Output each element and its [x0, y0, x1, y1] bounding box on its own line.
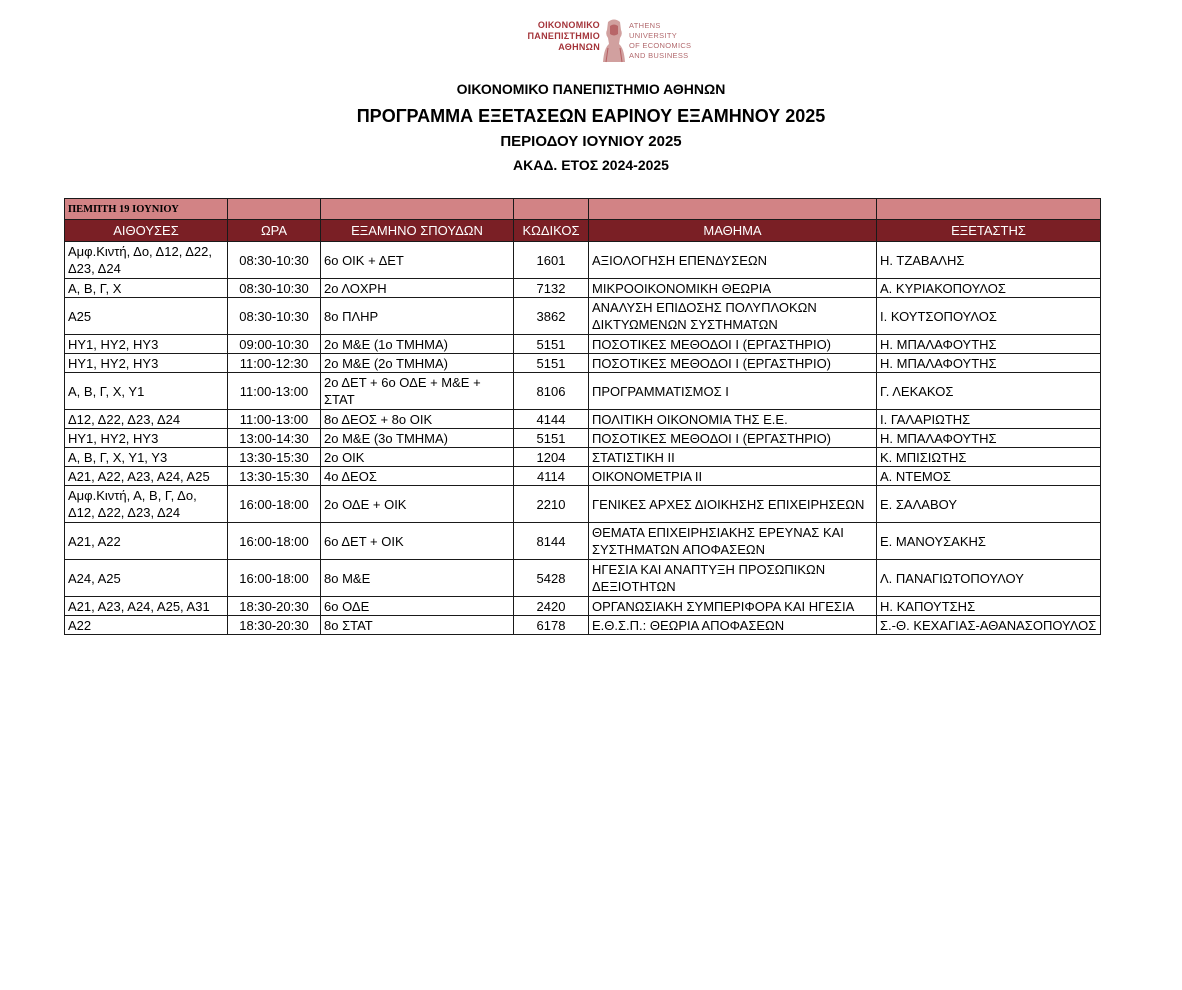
time-cell: 11:00-13:00 — [228, 373, 321, 410]
course-cell: ΑΝΑΛΥΣΗ ΕΠΙΔΟΣΗΣ ΠΟΛΥΠΛΟΚΩΝ ΔΙΚΤΥΩΜΕΝΩΝ ΣΥΣΤΗΜΑΤΩΝ — [589, 298, 877, 335]
day-row — [65, 199, 1101, 220]
rooms-cell: Αμφ.Κιντή, Δο, Δ12, Δ22, Δ23, Δ24 — [65, 242, 228, 279]
semester-cell: 2ο ΟΔΕ + ΟΙΚ — [321, 486, 514, 523]
logo-greek-line-1: ΟΙΚΟΝΟΜΙΚΟ — [537, 20, 600, 30]
rooms-cell: Α24, Α25 — [65, 560, 228, 597]
time-cell: 13:30-15:30 — [228, 448, 321, 467]
examiner-cell: Η. ΜΠΑΛΑΦΟΥΤΗΣ — [877, 429, 1101, 448]
document-title: ΠΡΟΓΡΑΜΜΑ ΕΞΕΤΑΣΕΩΝ ΕΑΡΙΝΟΥ ΕΞΑΜΗΝΟΥ 2025 — [356, 106, 826, 126]
exam-schedule-table — [64, 198, 1101, 635]
table-row — [65, 242, 1101, 279]
time-cell: 18:30-20:30 — [228, 597, 321, 616]
semester-cell: 2ο ΟΙΚ — [321, 448, 514, 467]
code-cell: 1204 — [514, 448, 589, 467]
semester-cell: 2ο Μ&Ε (1ο ΤΜΗΜΑ) — [321, 335, 514, 354]
time-cell: 18:30-20:30 — [228, 616, 321, 635]
column-header-course: ΜΑΘΗΜΑ — [589, 220, 877, 242]
day-label: ΠΕΜΠΤΗ 19 ΙΟΥΝΙΟΥ — [65, 199, 228, 220]
time-cell: 08:30-10:30 — [228, 279, 321, 298]
rooms-cell: ΗΥ1, ΗΥ2, ΗΥ3 — [65, 429, 228, 448]
course-cell: ΟΡΓΑΝΩΣΙΑΚΗ ΣΥΜΠΕΡΙΦΟΡΑ ΚΑΙ ΗΓΕΣΙΑ — [589, 597, 877, 616]
university-name: ΟΙΚΟΝΟΜΙΚΟ ΠΑΝΕΠΙΣΤΗΜΙΟ ΑΘΗΝΩΝ — [456, 81, 726, 97]
examiner-cell: Κ. ΜΠΙΣΙΩΤΗΣ — [877, 448, 1101, 467]
time-cell: 13:00-14:30 — [228, 429, 321, 448]
code-cell: 5151 — [514, 354, 589, 373]
course-cell: ΓΕΝΙΚΕΣ ΑΡΧΕΣ ΔΙΟΙΚΗΣΗΣ ΕΠΙΧΕΙΡΗΣΕΩΝ — [589, 486, 877, 523]
rooms-cell: Α, Β, Γ, Χ — [65, 279, 228, 298]
course-cell: ΠΟΣΟΤΙΚΕΣ ΜΕΘΟΔΟΙ Ι (ΕΡΓΑΣΤΗΡΙΟ) — [589, 354, 877, 373]
time-cell: 08:30-10:30 — [228, 298, 321, 335]
day-row-cell — [228, 199, 321, 220]
code-cell: 6178 — [514, 616, 589, 635]
rooms-cell: Α21, Α22 — [65, 523, 228, 560]
rooms-cell: Δ12, Δ22, Δ23, Δ24 — [65, 410, 228, 429]
day-row-cell — [514, 199, 589, 220]
table-row — [65, 373, 1101, 410]
code-cell: 5151 — [514, 429, 589, 448]
code-cell: 3862 — [514, 298, 589, 335]
table-row — [65, 298, 1101, 335]
code-cell: 8144 — [514, 523, 589, 560]
table-row — [65, 560, 1101, 597]
table-row — [65, 467, 1101, 486]
header-row — [65, 220, 1101, 242]
examiner-cell: Η. ΤΖΑΒΑΛΗΣ — [877, 242, 1101, 279]
rooms-cell: Α25 — [65, 298, 228, 335]
examiner-cell: Ε. ΣΑΛΑΒΟΥ — [877, 486, 1101, 523]
time-cell: 11:00-13:00 — [228, 410, 321, 429]
rooms-cell: Αμφ.Κιντή, Α, Β, Γ, Δο, Δ12, Δ22, Δ23, Δ24 — [65, 486, 228, 523]
table-row — [65, 523, 1101, 560]
academic-year: ΑΚΑΔ. ΕΤΟΣ 2024-2025 — [513, 157, 669, 173]
code-cell: 1601 — [514, 242, 589, 279]
code-cell: 5428 — [514, 560, 589, 597]
logo-english-line-2: OF ECONOMICS — [629, 41, 692, 50]
university-logo — [488, 16, 704, 68]
course-cell: ΑΞΙΟΛΟΓΗΣΗ ΕΠΕΝΔΥΣΕΩΝ — [589, 242, 877, 279]
semester-cell: 6ο ΟΙΚ + ΔΕΤ — [321, 242, 514, 279]
examiner-cell: Η. ΜΠΑΛΑΦΟΥΤΗΣ — [877, 335, 1101, 354]
semester-cell: 2ο Μ&Ε (2ο ΤΜΗΜΑ) — [321, 354, 514, 373]
code-cell: 2210 — [514, 486, 589, 523]
semester-cell: 8ο ΣΤΑΤ — [321, 616, 514, 635]
course-cell: ΠΟΛΙΤΙΚΗ ΟΙΚΟΝΟΜΙΑ ΤΗΣ Ε.Ε. — [589, 410, 877, 429]
code-cell: 4114 — [514, 467, 589, 486]
table-row — [65, 597, 1101, 616]
code-cell: 4144 — [514, 410, 589, 429]
day-row-cell — [877, 199, 1101, 220]
examiner-cell: Α. ΚΥΡΙΑΚΟΠΟΥΛΟΣ — [877, 279, 1101, 298]
examiner-cell: Η. ΚΑΠΟΥΤΣΗΣ — [877, 597, 1101, 616]
logo-english-text — [629, 21, 709, 61]
table-row — [65, 354, 1101, 373]
code-cell: 2420 — [514, 597, 589, 616]
time-cell: 11:00-12:30 — [228, 354, 321, 373]
semester-cell: 2ο ΛΟΧΡΗ — [321, 279, 514, 298]
logo-greek-line-2: ΠΑΝΕΠΙΣΤΗΜΙΟ — [527, 31, 600, 41]
course-cell: ΠΟΣΟΤΙΚΕΣ ΜΕΘΟΔΟΙ Ι (ΕΡΓΑΣΤΗΡΙΟ) — [589, 429, 877, 448]
course-cell: ΗΓΕΣΙΑ ΚΑΙ ΑΝΑΠΤΥΞΗ ΠΡΟΣΩΠΙΚΩΝ ΔΕΞΙΟΤΗΤΩΝ — [589, 560, 877, 597]
semester-cell: 8ο Μ&Ε — [321, 560, 514, 597]
semester-cell: 2ο ΔΕΤ + 6ο ΟΔΕ + Μ&Ε + ΣΤΑΤ — [321, 373, 514, 410]
time-cell: 08:30-10:30 — [228, 242, 321, 279]
course-cell: ΠΟΣΟΤΙΚΕΣ ΜΕΘΟΔΟΙ Ι (ΕΡΓΑΣΤΗΡΙΟ) — [589, 335, 877, 354]
rooms-cell: ΗΥ1, ΗΥ2, ΗΥ3 — [65, 354, 228, 373]
athena-bust-icon — [602, 18, 626, 64]
examiner-cell: Ι. ΓΑΛΑΡΙΩΤΗΣ — [877, 410, 1101, 429]
table-row — [65, 410, 1101, 429]
semester-cell: 6ο ΔΕΤ + ΟΙΚ — [321, 523, 514, 560]
examiner-cell: Λ. ΠΑΝΑΓΙΩΤΟΠΟΥΛΟΥ — [877, 560, 1101, 597]
table-row — [65, 486, 1101, 523]
code-cell: 7132 — [514, 279, 589, 298]
logo-greek-line-3: ΑΘΗΝΩΝ — [558, 42, 600, 52]
course-cell: ΣΤΑΤΙΣΤΙΚΗ ΙΙ — [589, 448, 877, 467]
day-row-cell — [589, 199, 877, 220]
examiner-cell: Γ. ΛΕΚΑΚΟΣ — [877, 373, 1101, 410]
logo-english-line-3: AND BUSINESS — [629, 51, 689, 60]
table-row — [65, 429, 1101, 448]
time-cell: 16:00-18:00 — [228, 523, 321, 560]
rooms-cell: ΗΥ1, ΗΥ2, ΗΥ3 — [65, 335, 228, 354]
time-cell: 16:00-18:00 — [228, 486, 321, 523]
column-header-code: ΚΩΔΙΚΟΣ — [514, 220, 589, 242]
examiner-cell: Ι. ΚΟΥΤΣΟΠΟΥΛΟΣ — [877, 298, 1101, 335]
code-cell: 5151 — [514, 335, 589, 354]
table-row — [65, 335, 1101, 354]
table-row — [65, 448, 1101, 467]
semester-cell: 8ο ΠΛΗΡ — [321, 298, 514, 335]
course-cell: ΜΙΚΡΟΟΙΚΟΝΟΜΙΚΗ ΘΕΩΡΙΑ — [589, 279, 877, 298]
time-cell: 09:00-10:30 — [228, 335, 321, 354]
semester-cell: 8ο ΔΕΟΣ + 8ο ΟΙΚ — [321, 410, 514, 429]
course-cell: ΟΙΚΟΝΟΜΕΤΡΙΑ ΙΙ — [589, 467, 877, 486]
column-header-examiner: ΕΞΕΤΑΣΤΗΣ — [877, 220, 1101, 242]
examiner-cell: Σ.-Θ. ΚΕΧΑΓΙΑΣ-ΑΘΑΝΑΣΟΠΟΥΛΟΣ — [877, 616, 1101, 635]
examiner-cell: Η. ΜΠΑΛΑΦΟΥΤΗΣ — [877, 354, 1101, 373]
rooms-cell: Α21, Α23, Α24, Α25, Α31 — [65, 597, 228, 616]
table-row — [65, 279, 1101, 298]
course-cell: Ε.Θ.Σ.Π.: ΘΕΩΡΙΑ ΑΠΟΦΑΣΕΩΝ — [589, 616, 877, 635]
course-cell: ΘΕΜΑΤΑ ΕΠΙΧΕΙΡΗΣΙΑΚΗΣ ΕΡΕΥΝΑΣ ΚΑΙ ΣΥΣΤΗΜΑΤΩΝ ΑΠΟΦΑΣΕΩΝ — [589, 523, 877, 560]
code-cell: 8106 — [514, 373, 589, 410]
rooms-cell: Α22 — [65, 616, 228, 635]
rooms-cell: Α21, Α22, Α23, Α24, Α25 — [65, 467, 228, 486]
semester-cell: 2ο Μ&Ε (3ο ΤΜΗΜΑ) — [321, 429, 514, 448]
column-header-time: ΩΡΑ — [228, 220, 321, 242]
column-header-semester: ΕΞΑΜΗΝΟ ΣΠΟΥΔΩΝ — [321, 220, 514, 242]
rooms-cell: Α, Β, Γ, Χ, Υ1 — [65, 373, 228, 410]
logo-greek-text — [488, 20, 600, 53]
course-cell: ΠΡΟΓΡΑΜΜΑΤΙΣΜΟΣ Ι — [589, 373, 877, 410]
logo-english-line-1: ATHENS UNIVERSITY — [629, 21, 678, 40]
time-cell: 16:00-18:00 — [228, 560, 321, 597]
exam-period: ΠΕΡΙΟΔΟΥ ΙΟΥΝΙΟΥ 2025 — [500, 133, 682, 150]
column-header-rooms: ΑΙΘΟΥΣΕΣ — [65, 220, 228, 242]
semester-cell: 6ο ΟΔΕ — [321, 597, 514, 616]
day-row-cell — [321, 199, 514, 220]
semester-cell: 4ο ΔΕΟΣ — [321, 467, 514, 486]
examiner-cell: Ε. ΜΑΝΟΥΣΑΚΗΣ — [877, 523, 1101, 560]
examiner-cell: Α. ΝΤΕΜΟΣ — [877, 467, 1101, 486]
table-row — [65, 616, 1101, 635]
time-cell: 13:30-15:30 — [228, 467, 321, 486]
rooms-cell: Α, Β, Γ, Χ, Υ1, Υ3 — [65, 448, 228, 467]
